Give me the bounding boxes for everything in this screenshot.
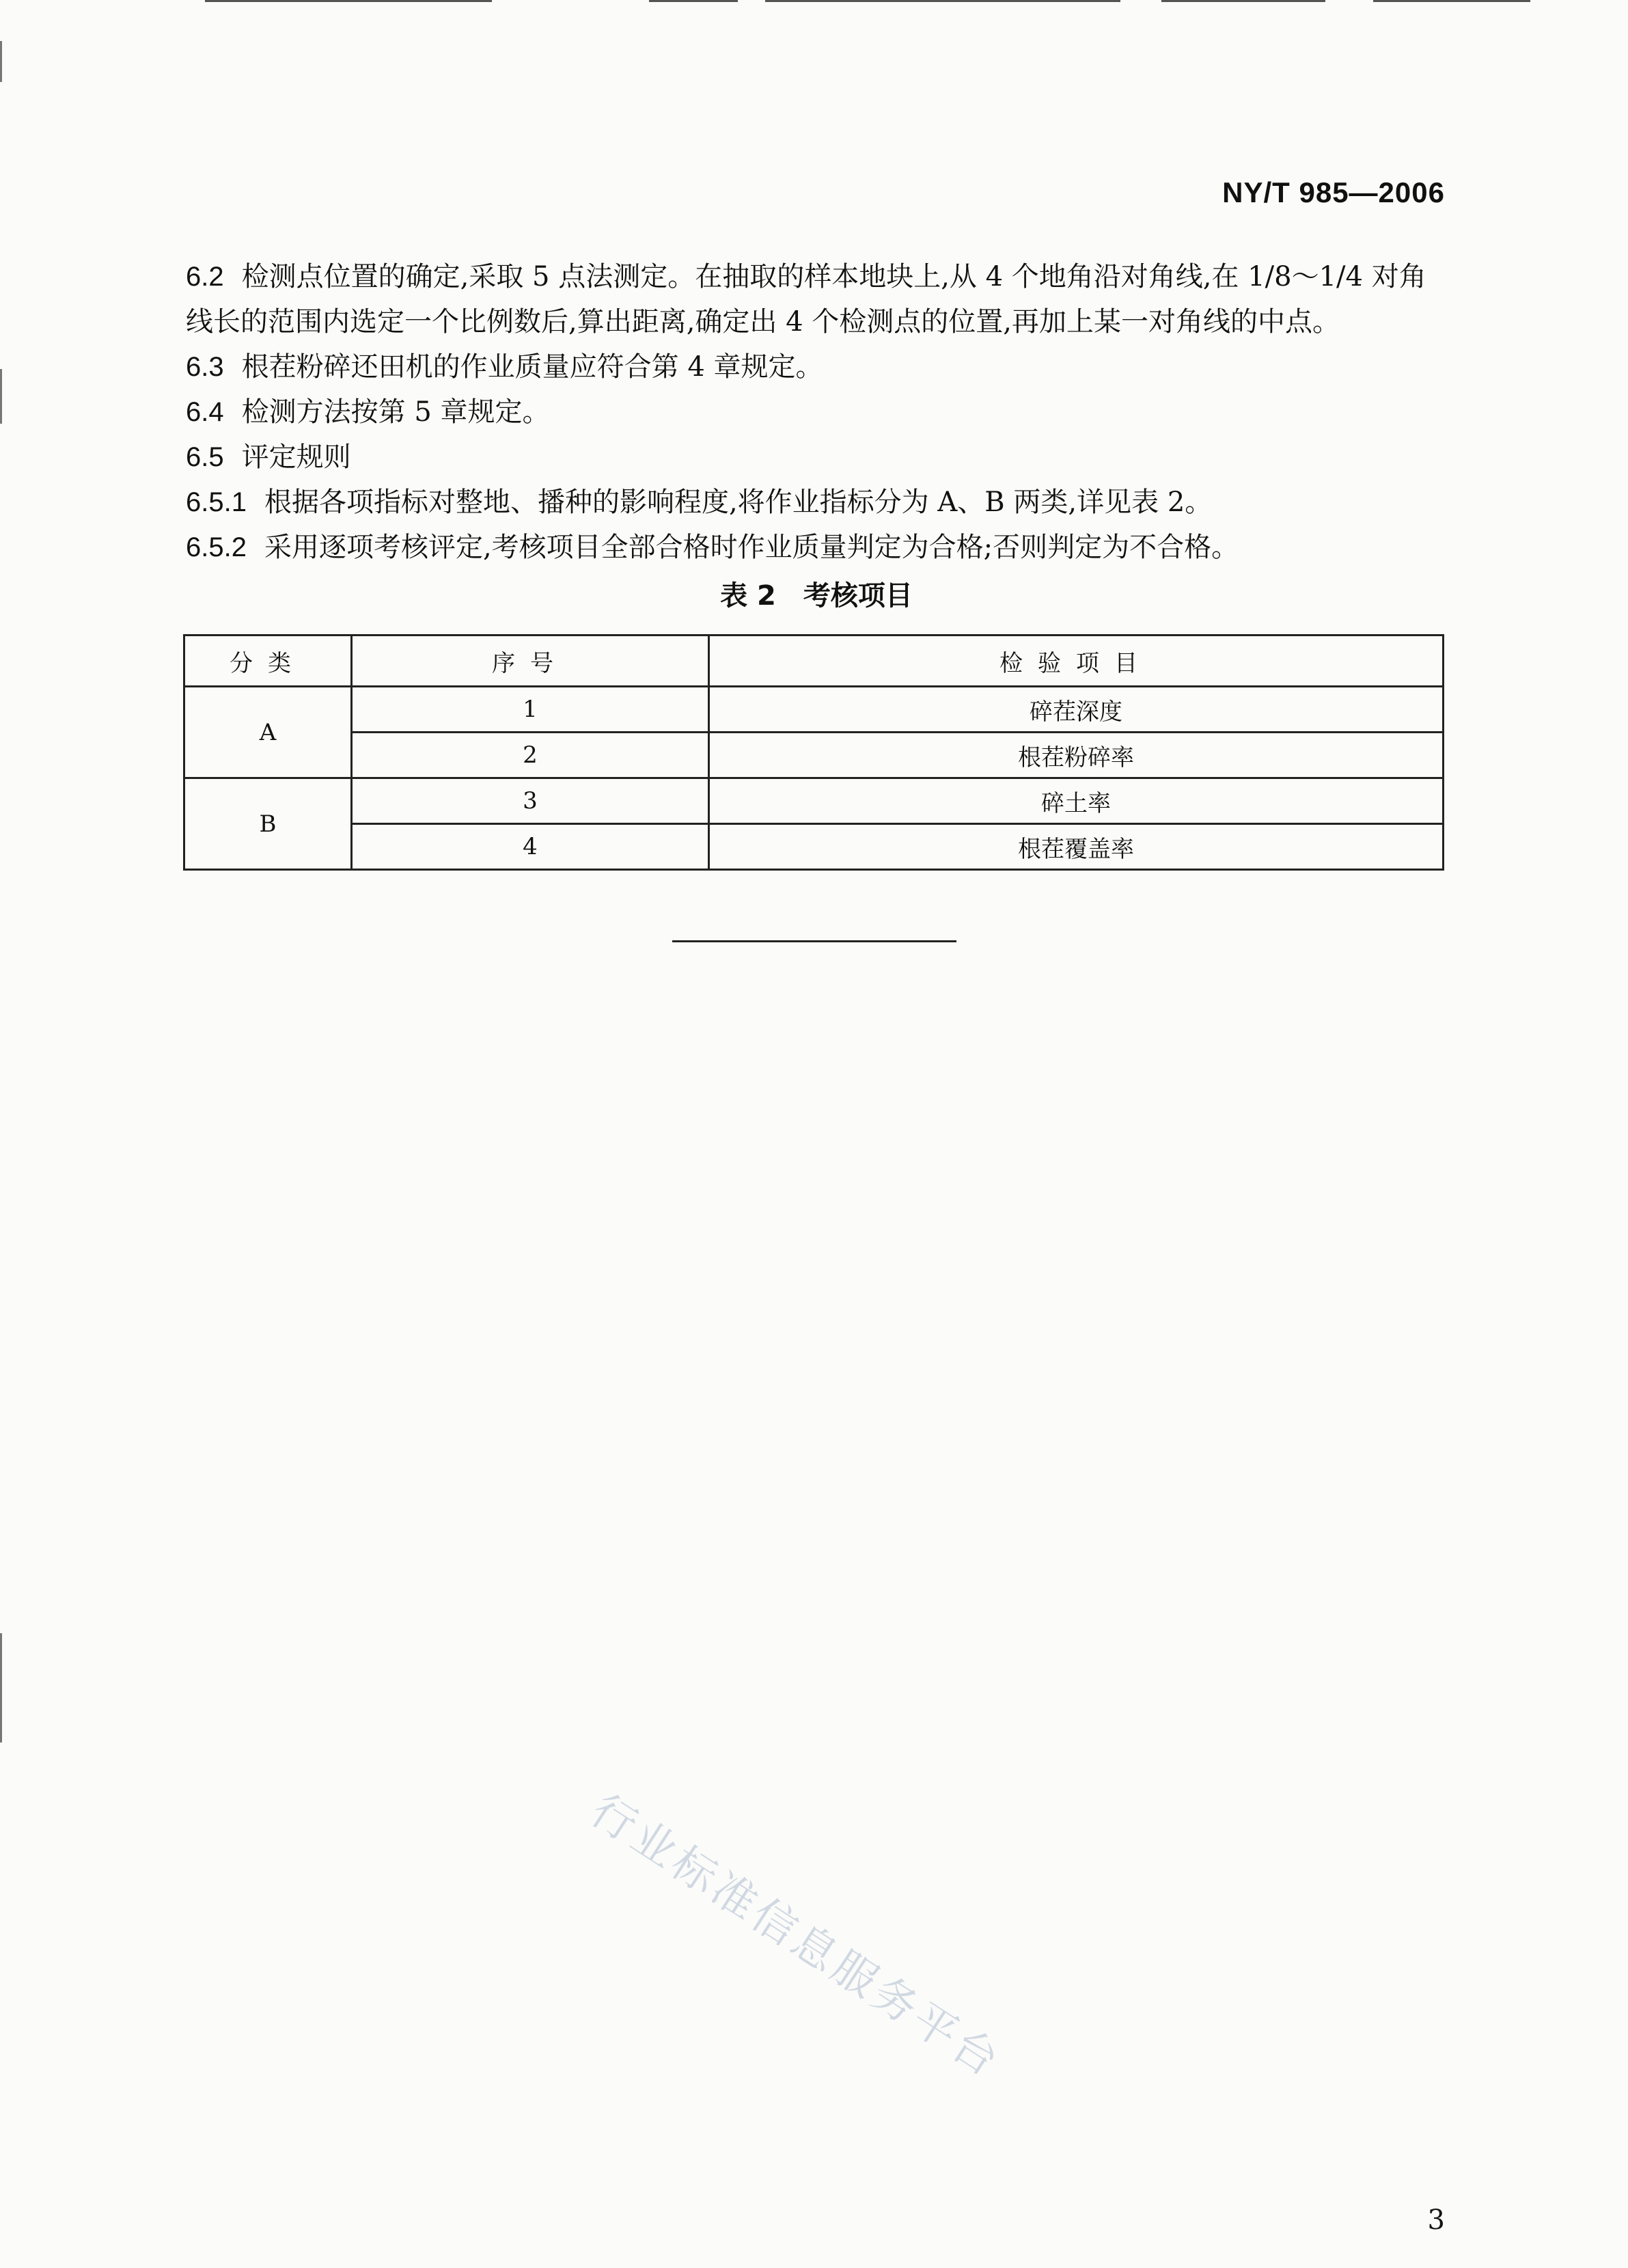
item-cell: 根茬粉碎率: [709, 733, 1444, 778]
clause-number: 6.5.1: [186, 487, 247, 517]
clause-text: 根茬粉碎还田机的作业质量应符合第 4 章规定。: [241, 351, 823, 383]
table-caption-number: 表 2: [720, 580, 776, 612]
table-caption: [186, 574, 1447, 618]
clause-6-5-2: [186, 525, 1447, 570]
scan-edge-mark: [0, 41, 2, 82]
clause-6-5: [186, 435, 1447, 480]
clause-6-5-1: [186, 480, 1447, 525]
serial-cell: 2: [352, 733, 709, 778]
standard-code: NY/T 985—2006: [1222, 176, 1445, 208]
header-serial-number: 序号: [352, 636, 709, 687]
table-row: [184, 687, 1444, 733]
clause-6-2: [186, 254, 1447, 344]
header-category: 分类: [184, 636, 352, 687]
page-number: 3: [1427, 2204, 1445, 2236]
clause-6-3: [186, 344, 1447, 390]
end-of-document-rule: [672, 940, 956, 942]
scan-edge-mark: [0, 1633, 2, 1743]
table-row: [184, 824, 1444, 870]
scan-edge-mark: [0, 369, 2, 424]
scan-top-edge: [0, 0, 1628, 5]
item-cell: 根茬覆盖率: [709, 824, 1444, 870]
clause-text: 检测方法按第 5 章规定。: [241, 396, 550, 428]
clause-text: 根据各项指标对整地、播种的影响程度,将作业指标分为 A、B 两类,详见表 2。: [264, 487, 1213, 518]
clause-6-4: [186, 390, 1447, 435]
serial-cell: 3: [352, 778, 709, 824]
clause-number: 6.5.2: [186, 532, 247, 562]
table-header-row: [184, 636, 1444, 687]
header-inspection-item: 检验项目: [709, 636, 1444, 687]
document-body: [186, 254, 1447, 618]
clause-text: 采用逐项考核评定,考核项目全部合格时作业质量判定为合格;否则判定为不合格。: [264, 532, 1239, 563]
table-row: [184, 778, 1444, 824]
serial-cell: 1: [352, 687, 709, 733]
category-cell: A: [184, 687, 352, 778]
clause-number: 6.4: [186, 397, 224, 427]
clause-text: 检测点位置的确定,采取 5 点法测定。在抽取的样本地块上,从 4 个地角沿对角线,在 1/8～1/4 对角线长的范围内选定一个比例数后,算出距离,确定出 4 个检测点的位置,再加上某一对角线的中点。: [186, 261, 1426, 338]
clause-number: 6.5: [186, 442, 224, 472]
item-cell: 碎茬深度: [709, 687, 1444, 733]
item-cell: 碎土率: [709, 778, 1444, 824]
clause-number: 6.3: [186, 352, 224, 382]
clause-number: 6.2: [186, 262, 224, 292]
table-row: [184, 733, 1444, 778]
watermark-text: 行业标准信息服务平台: [581, 1785, 1010, 2088]
clause-text: 评定规则: [241, 441, 351, 473]
table-caption-title: 考核项目: [803, 580, 913, 612]
assessment-table: [183, 634, 1444, 871]
serial-cell: 4: [352, 824, 709, 870]
category-cell: B: [184, 778, 352, 870]
